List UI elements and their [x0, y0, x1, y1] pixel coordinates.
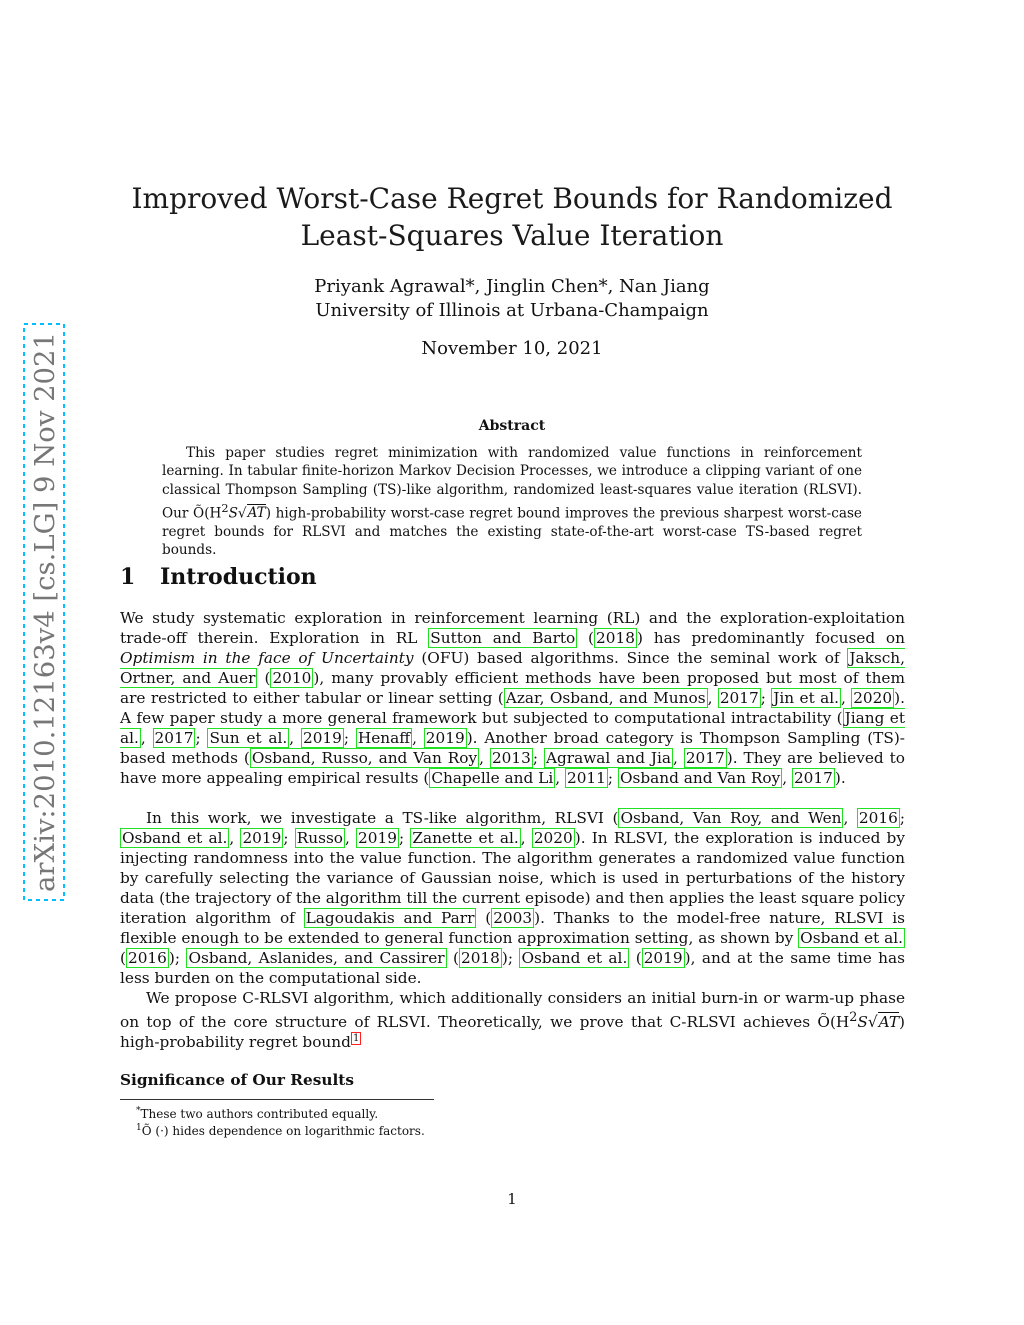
paper-title	[120, 180, 904, 254]
citation-link[interactable]: Osband et al.	[800, 929, 903, 947]
abstract-text: This paper studies regret minimization with randomized value functions in reinforcement learning. In tabular finite-horizon Markov Decision Processes, we introduce a clipping variant of one classical Thompson Sampling (TS)-like algorithm, randomized least-squares value iteration (RLSVI). Our Õ(H	[162, 445, 862, 522]
citation-link[interactable]: 2011	[566, 769, 606, 787]
abstract-sqrt: AT	[247, 505, 266, 522]
citation-link[interactable]: Zanette et al.	[412, 829, 519, 847]
citation-link[interactable]: 2019	[358, 829, 397, 847]
paper-date: November 10, 2021	[421, 338, 603, 359]
title-line-1: Improved Worst-Case Regret Bounds for Randomized	[131, 182, 893, 215]
citation-link[interactable]: 2010	[272, 669, 312, 687]
citation-link[interactable]: Osband, Aslanides, and Cassirer	[188, 949, 445, 967]
citation-link[interactable]: Henaff	[357, 729, 411, 747]
author-affiliation: University of Illinois at Urbana-Champaign	[315, 300, 709, 321]
abstract-text-end: ) high-probability worst-case regret bound improves the previous sharpest worst-case regret bounds for RLSVI and matches the existing state-of-the-art worst-case TS-based regret bounds.	[162, 505, 862, 559]
page-number: 1	[507, 1190, 517, 1208]
footnote-rule	[120, 1099, 434, 1100]
citation-link[interactable]: Chapelle and Li	[431, 769, 554, 787]
subsection-heading: Significance of Our Results	[120, 1071, 354, 1089]
citation-link[interactable]: 2018	[460, 949, 500, 967]
citation-link[interactable]: 2013	[491, 749, 531, 767]
intro-paragraph-1: We study systematic exploration in reinforcement learning (RL) and the exploration-exploitation trade-off therein. Exploration in RL Sutton and Barto ( 2018 ) has predominantly focused on Optimism in the face of Uncertainty (OFU) based algorithms. Since the seminal work of Jaksch, Ortner, and Auer ( 2010 ), many provably efficient methods have been proposed but most of them are restricted to either tabular or linear setting ( Azar, Osband, and Munos , 2017 ; Jin et al. , 2020 ). A few paper study a more general framework but subjected to computational intractability ( Jiang et al. , 2017 ; Sun et al. , 2019 ; Henaff , 2019 ). Another broad category is Thompson Sampling (TS)-based methods ( Osband, Russo, and Van Roy , 2013 ; Agrawal and Jia , 2017 ). They are believed to have more appealing empirical results ( Chapelle and Li , 2011 ; Osband and Van Roy , 2017 ).	[120, 609, 906, 787]
intro-paragraph-3: We propose C-RLSVI algorithm, which additionally considers an initial burn-in or warm-up phase on top of the core structure of RLSVI. Theoretically, we prove that C-RLSVI achieves $Õ(H^2S√AT)$ high-probability regret bound $^1$	[120, 989, 905, 1052]
citation-link[interactable]: Jaksch, Ortner, and Auer	[120, 649, 906, 687]
citation-link[interactable]: Lagoudakis and Parr	[305, 909, 475, 927]
citation-link[interactable]: Osband, Russo, and Van Roy	[251, 749, 478, 767]
citation-link[interactable]: 2017	[793, 769, 833, 787]
citation-link[interactable]: 2019	[302, 729, 342, 747]
section-heading	[120, 564, 317, 590]
footnote-1: *These two authors contributed equally.	[136, 1106, 379, 1121]
arxiv-stamp	[22, 322, 66, 902]
author-block	[120, 275, 904, 323]
citation-link[interactable]: 2017	[154, 729, 194, 747]
abstract-var: S	[228, 505, 238, 522]
citation-link[interactable]: 2019	[242, 829, 282, 847]
citation-link[interactable]: 2019	[643, 949, 683, 967]
footnote-link[interactable]: 1	[352, 1033, 360, 1044]
citation-link[interactable]: Russo	[296, 829, 343, 847]
citation-link[interactable]: Agrawal and Jia	[545, 749, 672, 767]
citation-link[interactable]: Sutton and Barto	[430, 629, 576, 647]
citation-link[interactable]: 2017	[719, 689, 759, 707]
citation-link[interactable]: Jin et al.	[773, 689, 839, 707]
citation-link[interactable]: 2019	[425, 729, 465, 747]
arxiv-id-label: arXiv:2010.12163v4 [cs.LG] 9 Nov 2021	[30, 341, 61, 892]
citation-link[interactable]: Osband and Van Roy	[619, 769, 781, 787]
citation-link[interactable]: 2003	[493, 909, 533, 927]
section-title: Introduction	[160, 564, 317, 590]
abstract-exponent: 2	[221, 500, 229, 515]
abstract-heading: Abstract	[478, 418, 546, 434]
citation-link[interactable]: Osband et al.	[521, 949, 628, 967]
footnote-2: $^1$Õ (·) hides dependence on logarithmic factors.	[136, 1123, 425, 1138]
title-line-2: Least-Squares Value Iteration	[300, 219, 724, 252]
citation-link[interactable]: Sun et al.	[209, 729, 288, 747]
citation-link[interactable]: 2016	[858, 809, 898, 827]
citation-link[interactable]: Osband et al.	[122, 829, 228, 847]
citation-link[interactable]: 2020	[853, 689, 893, 707]
author-names: Priyank Agrawal*, Jinglin Chen*, Nan Jiang	[314, 276, 710, 297]
citation-link[interactable]: 2017	[685, 749, 725, 767]
abstract-body: This paper studies regret minimization with randomized value functions in reinforcement learning. In tabular finite-horizon Markov Decision Processes, we introduce a clipping variant of one classical Thompson Sampling (TS)-like algorithm, randomized least-squares value iteration (RLSVI). Our $Õ(H^2S√AT)$ high-probability worst-case regret bound improves the previous sharpest worst-case regret bounds for RLSVI and matches the existing state-of-the-art worst-case TS-based regret bounds.	[162, 445, 862, 559]
citation-link[interactable]: 2016	[127, 949, 167, 967]
intro-paragraph-2: In this work, we investigate a TS-like algorithm, RLSVI ( Osband, Van Roy, and Wen , 2016 ; Osband et al. , 2019 ; Russo , 2019 ; Zanette et al. , 2020 ). In RLSVI, the exploration is induced by injecting randomness into the value function. The algorithm generates a randomized value function by carefully selecting the variance of Gaussian noise, which is used in perturbations of the history data (the trajectory of the algorithm till the current episode) and then applies the least square policy iteration algorithm of Lagoudakis and Parr ( 2003 ). Thanks to the model-free nature, RLSVI is flexible enough to be extended to general function approximation setting, as shown by Osband et al. ( 2016 ); Osband, Aslanides, and Cassirer ( 2018 ); Osband et al. ( 2019 ), and at the same time has less burden on the computational side.	[120, 809, 906, 987]
citation-link[interactable]: Azar, Osband, and Munos	[505, 689, 706, 707]
citation-link[interactable]: 2020	[533, 829, 573, 847]
citation-link[interactable]: Osband, Van Roy, and Wen	[620, 809, 842, 827]
section-number: 1	[120, 564, 136, 590]
citation-link[interactable]: 2018	[596, 629, 635, 647]
citation-link[interactable]: Jiang et al.	[120, 709, 905, 747]
